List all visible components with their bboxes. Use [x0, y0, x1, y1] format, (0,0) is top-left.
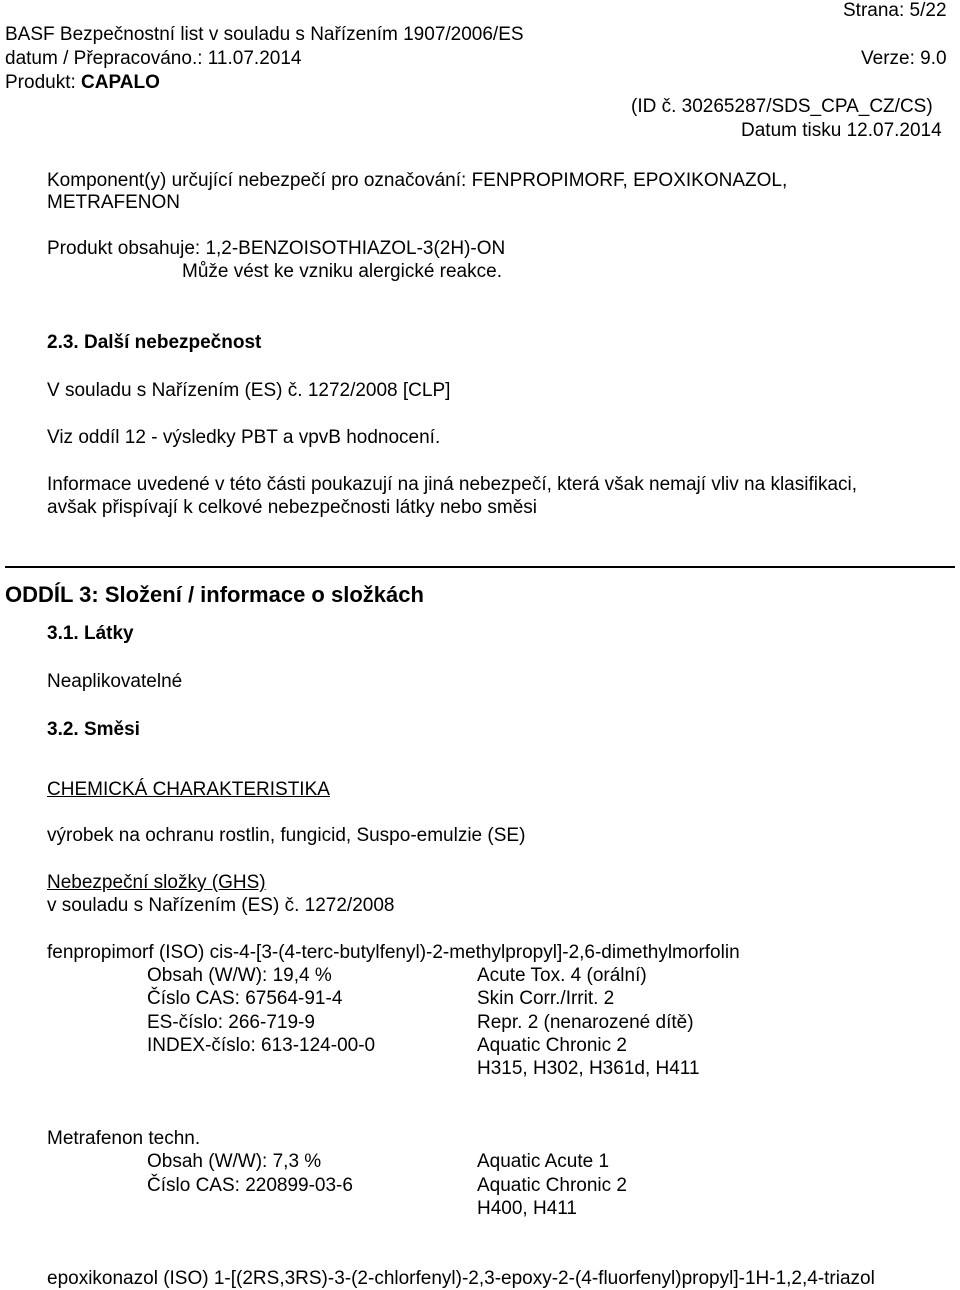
section-2-3-title: 2.3. Další nebezpečnost	[47, 332, 262, 353]
product-name: CAPALO	[81, 72, 160, 93]
section-divider	[5, 566, 955, 568]
components-line-1: Komponent(y) určující nebezpečí pro označování: FENPROPIMORF, EPOXIKONAZOL,	[47, 170, 788, 191]
contains-line: Produkt obsahuje: 1,2-BENZOISOTHIAZOL-3(2H)-ON	[47, 238, 506, 259]
component-classification: Repr. 2 (nenarozené dítě)	[477, 1012, 694, 1033]
components-line-2: METRAFENON	[47, 192, 180, 213]
component-content: Obsah (W/W): 7,3 %	[147, 1151, 322, 1172]
section-3-1-value: Neaplikovatelné	[47, 671, 183, 692]
component-index-number: INDEX-číslo: 613-124-00-0	[147, 1035, 376, 1056]
chem-characteristics-desc: výrobek na ochranu rostlin, fungicid, Suspo-emulzie (SE)	[47, 825, 526, 846]
document-title: BASF Bezpečnostní list v souladu s Nařízením 1907/2006/ES	[5, 24, 524, 45]
section-3-title: ODDÍL 3: Složení / informace o složkách	[5, 582, 424, 607]
component-cas: Číslo CAS: 220899-03-6	[147, 1175, 353, 1196]
component-classification: Aquatic Acute 1	[477, 1151, 610, 1172]
version-label: Verze: 9.0	[861, 48, 947, 69]
component-content: Obsah (W/W): 19,4 %	[147, 965, 332, 986]
product-line	[5, 72, 160, 94]
revision-date: datum / Přepracováno.: 11.07.2014	[5, 48, 302, 69]
page-number: Strana: 5/22	[843, 0, 947, 21]
hazard-components-heading: Nebezpeční složky (GHS)	[47, 872, 266, 893]
section-2-3-info-line-2: avšak přispívají k celkové nebezpečnosti látky nebo směsi	[47, 497, 538, 518]
section-2-3-pbt: Viz oddíl 12 - výsledky PBT a vpvB hodnocení.	[47, 427, 441, 448]
component-name: Metrafenon techn.	[47, 1128, 201, 1149]
component-es-number: ES-číslo: 266-719-9	[147, 1012, 315, 1033]
component-classification: Skin Corr./Irrit. 2	[477, 988, 615, 1009]
section-3-1-title: 3.1. Látky	[47, 623, 134, 644]
allergy-line: Může vést ke vzniku alergické reakce.	[182, 261, 502, 282]
component-classification: Aquatic Chronic 2	[477, 1035, 627, 1056]
component-name: fenpropimorf (ISO) cis-4-[3-(4-terc-butylfenyl)-2-methylpropyl]-2,6-dimethylmorfolin	[47, 942, 740, 963]
component-hazard-statements: H400, H411	[477, 1198, 577, 1219]
hazard-regulation: v souladu s Nařízením (ES) č. 1272/2008	[47, 895, 395, 916]
component-classification: Acute Tox. 4 (orální)	[477, 965, 647, 986]
document-id: (ID č. 30265287/SDS_CPA_CZ/CS)	[631, 96, 933, 117]
component-hazard-statements: H315, H302, H361d, H411	[477, 1058, 700, 1079]
print-date: Datum tisku 12.07.2014	[741, 120, 942, 141]
chem-characteristics-heading: CHEMICKÁ CHARAKTERISTIKA	[47, 779, 330, 800]
section-2-3-info-line-1: Informace uvedené v této části poukazují na jiná nebezpečí, která však nemají vliv na klasifikaci,	[47, 474, 858, 495]
product-prefix: Produkt:	[5, 72, 82, 93]
component-cas: Číslo CAS: 67564-91-4	[147, 988, 343, 1009]
section-2-3-regulation: V souladu s Nařízením (ES) č. 1272/2008 [CLP]	[47, 380, 451, 401]
component-name: epoxikonazol (ISO) 1-[(2RS,3RS)-3-(2-chlorfenyl)-2,3-epoxy-2-(4-fluorfenyl)propyl]-1H-1,2,4-triazol	[47, 1268, 875, 1289]
section-3-2-title: 3.2. Směsi	[47, 719, 140, 740]
component-classification: Aquatic Chronic 2	[477, 1175, 627, 1196]
